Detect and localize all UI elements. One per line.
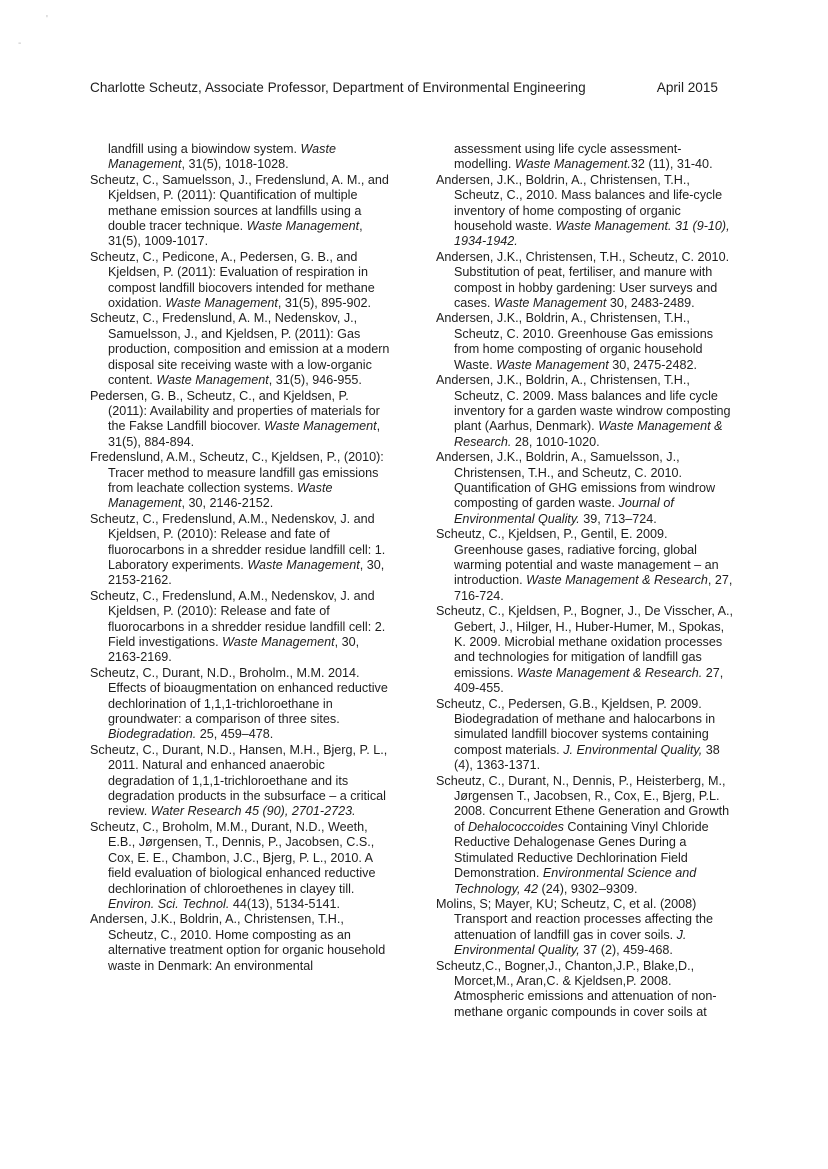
reference-journal: Waste Management — [165, 296, 278, 311]
reference-text: Scheutz, C., Kjeldsen, P., Bogner, J., De Visscher, A., Gebert, J., Hilger, H., Huber-Humer, M., Spokas, K. 2009. Microbial methane oxidation processes and technologies for mitigation of landfill gas emissions. — [436, 604, 734, 680]
reference-journal: Waste Management — [496, 357, 609, 372]
reference-text: , 27, 716-724. — [454, 573, 733, 603]
reference-text: Scheutz, C., Durant, N.D., Broholm., M.M. 2014. Effects of bioaugmentation on enhanced reductive dechlorination of 1,1,1-trichloroethane in groundwater: a comparison of three sites. — [90, 665, 388, 727]
reference-entry — [90, 173, 390, 250]
reference-text: 25, 459–478. — [196, 727, 274, 742]
reference-journal: Waste Management — [246, 219, 360, 234]
reference-journal: Waste Management. — [514, 157, 631, 172]
reference-text: Scheutz, C., Broholm, M.M., Durant, N.D., Weeth, E.B., Jørgensen, T., Dennis, P., Jacobsen, C.S., Cox, E. E., Chambon, J.C., Bjerg, P. L., 2010. A field evaluation of biological enhanced reductive dechlorination of chloroethenes in clayey till. — [90, 819, 376, 896]
reference-entry — [436, 527, 736, 604]
reference-text: Andersen, J.K., Boldrin, A., Samuelsson, J., Christensen, T.H., and Scheutz, C. 2010. Quantification of GHG emissions from windrow composting of garden waste. — [436, 450, 716, 511]
reference-entry — [436, 311, 736, 373]
reference-entry — [90, 512, 390, 589]
reference-journal: Waste Management — [156, 373, 269, 388]
reference-text: 27, 409-455. — [454, 665, 724, 696]
reference-text: 30, 2475-2482. — [608, 357, 697, 372]
reference-entry — [90, 311, 390, 388]
reference-journal: Water Research 45 (90), 2701-2723. — [150, 804, 356, 819]
reference-journal: Waste Management — [108, 142, 336, 172]
reference-entry — [90, 250, 390, 312]
reference-entry — [436, 450, 736, 527]
reference-text: Scheutz, C., Kjeldsen, P., Gentil, E. 2009. Greenhouse gases, radiative forcing, global warming potential and waste management – an introduction. — [436, 527, 719, 588]
left-column — [90, 142, 390, 974]
reference-text: Scheutz,C., Bogner,J., Chanton,J.P., Blake,D., Morcet,M., Aran,C. & Kjeldsen,P. 2008. Atmospheric emissions and attenuation of non-methane organic compounds in cover soils at — [436, 958, 717, 1019]
reference-text: Scheutz, C., Durant, N.D., Hansen, M.H., Bjerg, P. L., 2011. Natural and enhanced anaerobic degradation of 1,1,1-trichloroethane and its degradation products in the subsurface – a critical review. — [90, 742, 388, 819]
reference-journal: Dehalococcoides — [468, 819, 564, 834]
scan-speck: - — [18, 38, 22, 49]
reference-text: Andersen, J.K., Boldrin, A., Christensen, T.H., Scheutz, C., 2010. Mass balances and life-cycle inventory of home composting of organic household waste. — [436, 172, 723, 234]
reference-journal: Waste Management — [222, 635, 335, 649]
reference-entry — [436, 959, 736, 1021]
scan-speck: ' — [46, 14, 48, 25]
reference-text: Scheutz, C., Samuelsson, J., Fredenslund, A. M., and Kjeldsen, P. (2011): Quantification of multiple methane emission sources at landfills using a double tracer technique. — [90, 172, 389, 234]
reference-text: 32 (11), 31-40. — [630, 157, 713, 172]
reference-entry — [90, 142, 390, 173]
page-header — [90, 80, 718, 95]
reference-text: , 31(5), 884-894. — [108, 419, 381, 449]
reference-text: , 30, 2153-2162. — [108, 557, 385, 588]
reference-journal: Environmental Science and Technology, 42 — [454, 866, 697, 896]
reference-entry — [436, 173, 736, 250]
reference-text: Scheutz, C., Durant, N., Dennis, P., Heisterberg, M., Jørgensen T., Jacobsen, R., Cox, E., Bjerg, P.L. 2008. Concurrent Ethene Generation and Growth of — [436, 773, 730, 834]
reference-entry — [436, 697, 736, 774]
reference-journal: Journal of Environmental Quality. — [454, 496, 674, 526]
reference-text: 37 (2), 459-468. — [579, 943, 673, 958]
reference-text: , 31(5), 1009-1017. — [108, 219, 363, 249]
reference-text: 39, 713–724. — [579, 511, 657, 526]
reference-text: 44(13), 5134-5141. — [229, 896, 340, 911]
reference-text: assessment using life cycle assessment-modelling. — [454, 142, 682, 172]
reference-text: landfill using a biowindow system. — [108, 142, 301, 156]
reference-text: Scheutz, C., Pedersen, G.B., Kjeldsen, P. 2009. Biodegradation of methane and halocarbons in simulated landfill biocover systems containing compost materials. — [436, 696, 716, 757]
reference-journal: Waste Management & Research. — [454, 419, 723, 449]
reference-entry — [436, 142, 736, 173]
reference-text: , 31(5), 895-902. — [277, 296, 372, 311]
reference-text: , 31(5), 946-955. — [268, 373, 362, 388]
reference-journal: Waste Management. 31 (9-10), 1934-1942. — [454, 219, 730, 249]
reference-entry — [90, 912, 390, 974]
reference-entry — [436, 897, 736, 959]
reference-text: Andersen, J.K., Boldrin, A., Christensen, T.H., Scheutz, C., 2010. Home composting as an alternative treatment option for organic household waste in Denmark: An environmental — [90, 912, 386, 973]
reference-text: Containing Vinyl Chloride Reductive Dehalogenase Genes During a Stimulated Reductive Dechlorination Field Demonstration. — [454, 819, 709, 881]
reference-text: Pedersen, G. B., Scheutz, C., and Kjeldsen, P. (2011): Availability and properties of materials for the Fakse Landfill biocover. — [90, 388, 380, 434]
reference-text: 38 (4), 1363-1371. — [454, 742, 720, 773]
reference-text: , 30, 2146-2152. — [181, 496, 274, 511]
reference-entry — [436, 774, 736, 897]
reference-entry — [436, 604, 736, 696]
right-column — [436, 142, 736, 1020]
reference-text: Andersen, J.K., Boldrin, A., Christensen, T.H., Scheutz, C. 2010. Greenhouse Gas emissions from home composting of organic household Waste. — [436, 311, 714, 372]
reference-entry — [90, 666, 390, 743]
reference-journal: Waste Management & Research — [526, 573, 708, 588]
reference-entry — [90, 450, 390, 512]
reference-text: Scheutz, C., Pedicone, A., Pedersen, G. B., and Kjeldsen, P. (2011): Evaluation of respiration in compost landfill biocovers intended for methane oxidation. — [90, 249, 375, 311]
reference-journal: Waste Management — [247, 557, 360, 572]
reference-text: Scheutz, C., Fredenslund, A. M., Nedenskov, J., Samuelsson, J., and Kjeldsen, P. (2011): Gas production, composition and emission at a modern disposal site receiving waste with a low-organic content. — [90, 311, 390, 388]
reference-text: Scheutz, C., Fredenslund, A.M., Nedenskov, J. and Kjeldsen, P. (2010): Release and fate of fluorocarbons in a shredder residue landfill cell: 1. Laboratory experiments. — [90, 511, 386, 572]
reference-entry — [90, 820, 390, 912]
reference-text: Scheutz, C., Fredenslund, A.M., Nedenskov, J. and Kjeldsen, P. (2010): Release and fate of fluorocarbons in a shredder residue landfill cell: 2. Field investigations. — [90, 588, 386, 649]
reference-journal: Waste Management — [264, 419, 377, 434]
reference-text: , 30, 2163-2169. — [108, 635, 360, 665]
reference-entry — [436, 250, 736, 312]
reference-text: 30, 2483-2489. — [606, 296, 695, 311]
reference-entry — [90, 589, 390, 666]
reference-text: , 31(5), 1018-1028. — [181, 157, 289, 172]
reference-journal: Waste Management — [493, 296, 607, 311]
header-author: Charlotte Scheutz, Associate Professor, Department of Environmental Engineering — [90, 80, 586, 95]
reference-journal: Environ. Sci. Technol. — [108, 896, 230, 911]
reference-entry — [436, 373, 736, 450]
reference-journal: Waste Management — [108, 480, 333, 511]
reference-journal: Biodegradation. — [108, 727, 197, 742]
reference-text: 28, 1010-1020. — [511, 434, 600, 449]
reference-journal: Waste Management & Research. — [517, 665, 703, 680]
reference-text: Andersen, J.K., Boldrin, A., Christensen, T.H., Scheutz, C. 2009. Mass balances and life cycle inventory for a garden waste windrow composting plant (Aarhus, Denmark). — [436, 373, 731, 434]
reference-entry — [90, 743, 390, 820]
reference-journal: J. Environmental Quality, — [454, 927, 687, 958]
reference-text: Fredenslund, A.M., Scheutz, C., Kjeldsen, P., (2010): Tracer method to measure landfill gas emissions from leachate collection systems. — [90, 450, 384, 495]
reference-text: Molins, S; Mayer, KU; Scheutz, C, et al. (2008) Transport and reaction processes affecting the attenuation of landfill gas in cover soils. — [436, 896, 714, 942]
reference-journal: J. Environmental Quality, — [563, 742, 703, 757]
reference-text: Andersen, J.K., Christensen, T.H., Scheutz, C. 2010. Substitution of peat, fertiliser, and manure with compost in hobby gardening: User surveys and cases. — [436, 249, 730, 311]
reference-text: (24), 9302–9309. — [538, 881, 638, 896]
header-date: April 2015 — [656, 80, 718, 95]
reference-entry — [90, 389, 390, 451]
